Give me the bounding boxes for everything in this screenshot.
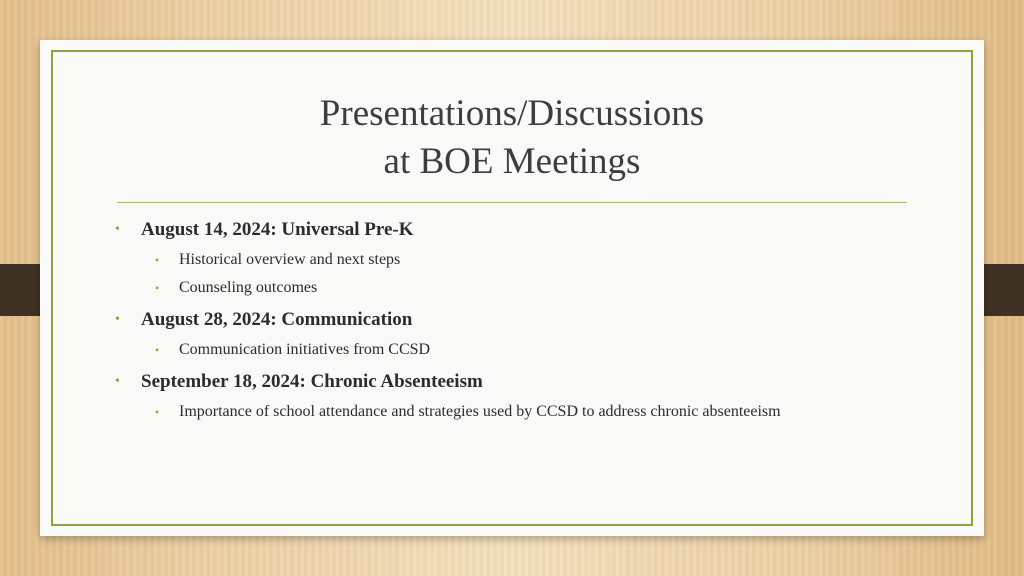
sub-item [113, 249, 873, 271]
list-item [113, 369, 873, 395]
sub-item-text: Importance of school attendance and strategies used by CCSD to address chronic absenteeism [179, 403, 781, 420]
bullet-list [113, 217, 873, 427]
list-item-text: August 28, 2024: Communication [141, 309, 413, 330]
bullet-icon: • [115, 374, 120, 389]
sub-item [113, 401, 873, 423]
bullet-icon: • [155, 281, 160, 295]
title-line-1: Presentations/Discussions [319, 93, 705, 134]
sub-item-text: Historical overview and next steps [179, 251, 401, 268]
bullet-icon: • [155, 343, 160, 357]
list-item-text: September 18, 2024: Chronic Absenteeism [141, 371, 483, 392]
bullet-icon: • [155, 405, 160, 419]
sub-item [113, 339, 873, 361]
title-line-2: at BOE Meetings [383, 141, 641, 182]
sub-list [113, 249, 873, 299]
sub-list [113, 401, 873, 423]
bullet-icon: • [115, 222, 120, 237]
sub-item-text: Counseling outcomes [179, 279, 318, 296]
slide-card [40, 40, 984, 536]
bullet-icon: • [155, 253, 160, 267]
bullet-icon: • [115, 312, 120, 327]
list-item [113, 217, 873, 243]
list-item [113, 307, 873, 333]
title-divider [117, 202, 907, 203]
slide-title [40, 90, 984, 186]
sub-item [113, 277, 873, 299]
list-item-text: August 14, 2024: Universal Pre-K [141, 219, 414, 240]
sub-item-text: Communication initiatives from CCSD [179, 341, 431, 358]
sub-list [113, 339, 873, 361]
